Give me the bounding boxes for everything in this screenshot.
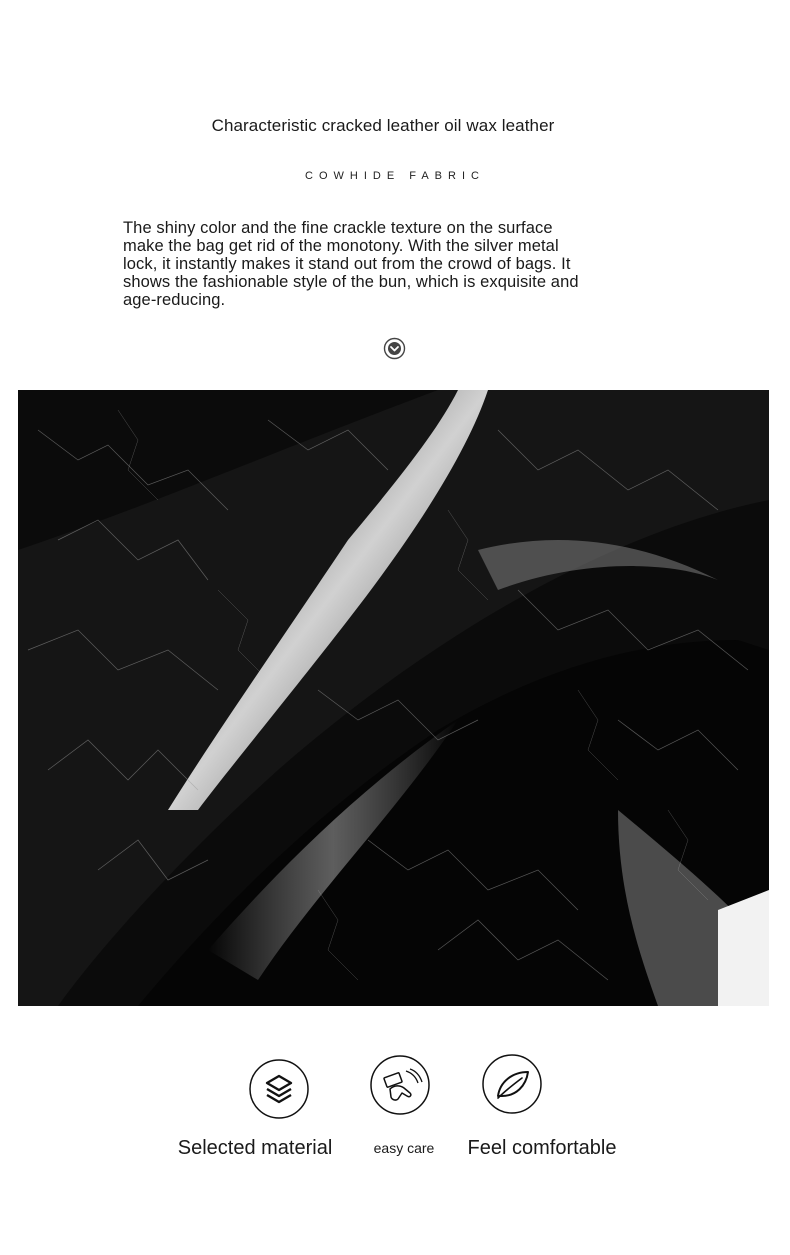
chevron-down-circle-icon [383, 337, 406, 360]
feature-label-care: easy care [373, 1140, 435, 1156]
description-line: age-reducing. [123, 291, 226, 309]
feature-label-comfort: Feel comfortable [467, 1137, 617, 1159]
description-line: make the bag get rid of the monotony. With the silver metal [123, 237, 559, 255]
page-subtitle: COWHIDE FABRIC [305, 170, 485, 182]
product-description [123, 219, 663, 309]
leather-texture-image [18, 390, 769, 1006]
page-title: Characteristic cracked leather oil wax leather [211, 116, 555, 135]
leaf-icon [482, 1054, 542, 1114]
hand-wipe-icon [370, 1055, 430, 1115]
layers-icon [249, 1059, 309, 1119]
crackle-texture [18, 390, 769, 1006]
description-line: The shiny color and the fine crackle texture on the surface [123, 219, 553, 237]
feature-list [0, 1052, 790, 1172]
feature-label-material: Selected material [177, 1137, 333, 1159]
description-line: lock, it instantly makes it stand out from the crowd of bags. It [123, 255, 571, 273]
description-line: shows the fashionable style of the bun, which is exquisite and [123, 273, 579, 291]
